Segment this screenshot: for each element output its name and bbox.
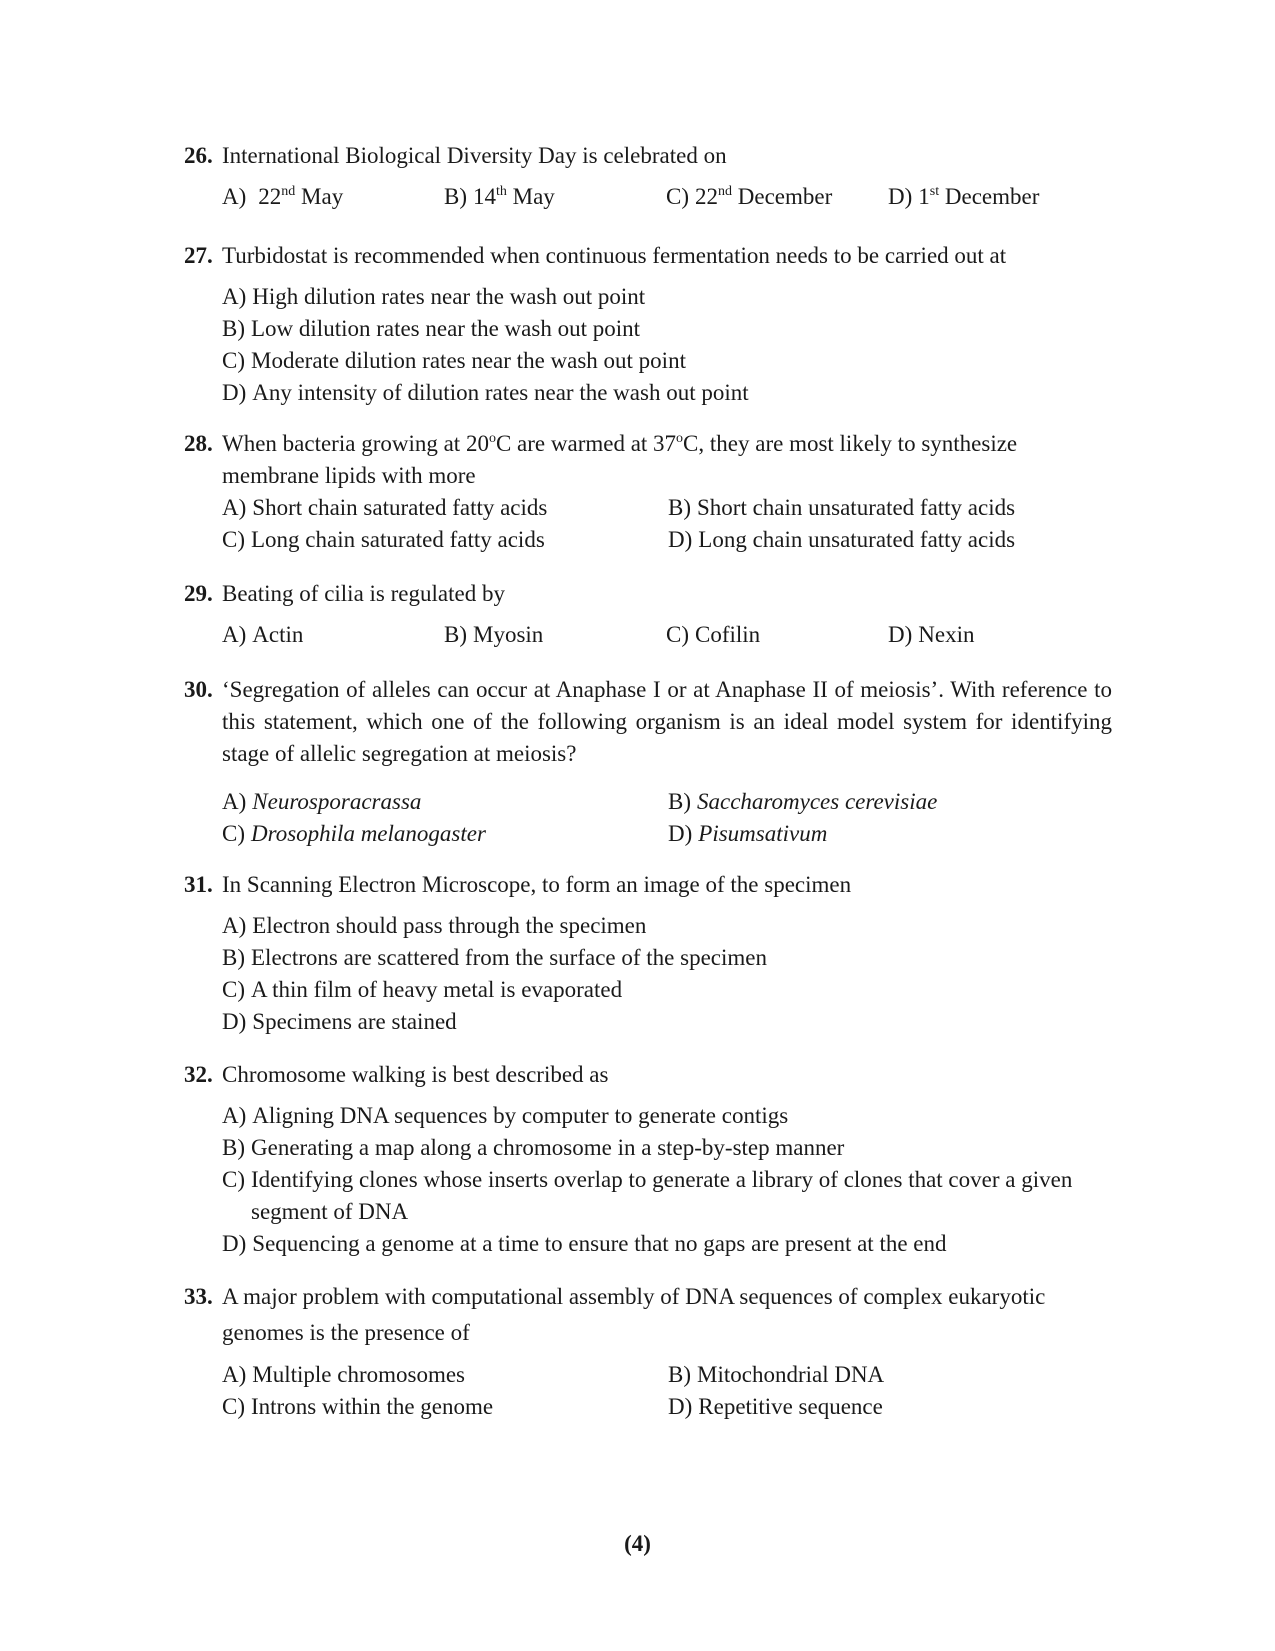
option-letter: A) (222, 622, 247, 647)
option-letter: D) (222, 1009, 247, 1034)
options (222, 281, 1112, 409)
option-month: May (301, 184, 344, 209)
question-text-line: genomes is the presence of (222, 1320, 470, 1345)
options (222, 786, 1112, 850)
option-a (222, 1359, 668, 1391)
option-c (666, 619, 888, 651)
question-stem (184, 1059, 1112, 1091)
option-b (222, 942, 1112, 974)
question-stem (184, 140, 1112, 172)
question-text-part: C, they are most likely to synthesize membrane lipids with more (222, 431, 1018, 488)
option-text: Generating a map along a chromosome in a step-by-step manner (251, 1135, 845, 1160)
option-text: Multiple chromosomes (252, 1362, 466, 1387)
options (222, 181, 1112, 213)
option-b (668, 1359, 1112, 1391)
option-d (668, 818, 1112, 850)
option-day: 22 (258, 184, 282, 209)
option-letter: C) (222, 1167, 245, 1192)
option-a (222, 281, 1112, 313)
option-text: Any intensity of dilution rates near the wash out point (252, 380, 749, 405)
option-a (222, 619, 444, 651)
option-text: Low dilution rates near the wash out point (251, 316, 641, 341)
option-d (222, 377, 1112, 409)
option-c (222, 345, 1112, 377)
option-text: A thin film of heavy metal is evaporated (251, 977, 623, 1002)
option-letter: A) (222, 913, 247, 938)
question-number: 32. (184, 1062, 213, 1087)
question-32 (184, 1059, 1112, 1260)
option-letter: D) (668, 527, 693, 552)
option-day: 22 (695, 184, 718, 209)
option-letter: D) (668, 1394, 693, 1419)
options (222, 1100, 1112, 1260)
option-letter: A) (222, 1362, 247, 1387)
question-text-part: When bacteria growing at 20 (222, 431, 489, 456)
option-letter: A) (222, 495, 247, 520)
option-a (222, 1100, 1112, 1132)
question-text-line: A major problem with computational assembly of DNA sequences of complex eukaryotic (222, 1284, 1046, 1309)
question-text: ‘Segregation of alleles can occur at Anaphase I or at Anaphase II of meiosis’. With reference to this statement, which one of the following organism is an ideal model system for identifying stage of allelic segregation at meiosis? (222, 677, 1112, 766)
question-stem (184, 240, 1112, 272)
option-letter: A) (222, 1103, 247, 1128)
option-letter: D) (222, 1231, 247, 1256)
option-d (222, 1006, 1112, 1038)
question-28 (184, 428, 1112, 556)
question-31 (184, 869, 1112, 1038)
option-c (222, 524, 668, 556)
question-number: 31. (184, 872, 213, 897)
question-27 (184, 240, 1112, 409)
option-d (888, 619, 1110, 651)
option-text: Actin (252, 622, 304, 647)
option-letter: C) (222, 977, 245, 1002)
question-stem (184, 1281, 1112, 1349)
option-text: Drosophila melanogaster (251, 821, 486, 846)
question-number: 29. (184, 581, 213, 606)
option-text (473, 181, 555, 213)
option-text: Short chain saturated fatty acids (252, 495, 548, 520)
option-month: December (944, 184, 1040, 209)
question-text: International Biological Diversity Day is celebrated on (222, 143, 727, 168)
option-month: May (512, 184, 555, 209)
option-text: Electrons are scattered from the surface of the specimen (251, 945, 767, 970)
option-text: Myosin (473, 622, 544, 647)
question-29 (184, 578, 1112, 651)
option-text: Neurosporacrassa (252, 789, 422, 814)
option-b (444, 181, 666, 213)
options (222, 492, 1112, 556)
option-letter: B) (668, 789, 691, 814)
option-letter: D) (668, 821, 693, 846)
page-number: (4) (624, 1531, 651, 1556)
option-d (222, 1228, 1112, 1260)
option-text (258, 181, 343, 213)
option-letter: B) (668, 495, 691, 520)
question-33 (184, 1281, 1112, 1423)
question-30 (184, 674, 1112, 850)
options (222, 910, 1112, 1038)
option-a (222, 181, 444, 213)
option-c (222, 818, 668, 850)
option-day: 1 (918, 184, 930, 209)
option-text: Specimens are stained (252, 1009, 457, 1034)
option-letter: D) (888, 184, 913, 209)
degree-superscript: o (488, 431, 496, 446)
option-letter: A) (222, 789, 247, 814)
option-text: Long chain saturated fatty acids (251, 527, 545, 552)
question-text: In Scanning Electron Microscope, to form an image of the specimen (222, 872, 852, 897)
option-day: 14 (473, 184, 496, 209)
option-letter: B) (444, 184, 467, 209)
question-number: 27. (184, 243, 213, 268)
option-text: Aligning DNA sequences by computer to generate contigs (252, 1103, 789, 1128)
option-b (444, 619, 666, 651)
option-letter: B) (668, 1362, 691, 1387)
option-d (668, 524, 1112, 556)
option-d (888, 181, 1110, 213)
option-letter: A) (222, 284, 247, 309)
degree-superscript: o (676, 431, 684, 446)
option-letter: B) (222, 1135, 245, 1160)
question-26 (184, 140, 1112, 213)
option-letter: D) (222, 380, 247, 405)
option-text: Sequencing a genome at a time to ensure that no gaps are present at the end (252, 1231, 947, 1256)
question-number: 26. (184, 143, 213, 168)
option-b (668, 786, 1112, 818)
option-text: Saccharomyces cerevisiae (697, 789, 938, 814)
ordinal-suffix: nd (281, 184, 296, 199)
option-a (222, 910, 1112, 942)
question-text: Beating of cilia is regulated by (222, 581, 505, 606)
option-text: Mitochondrial DNA (697, 1362, 885, 1387)
option-c (222, 974, 1112, 1006)
option-letter: C) (666, 184, 689, 209)
option-month: December (737, 184, 833, 209)
option-text: Cofilin (695, 622, 761, 647)
question-number: 33. (184, 1284, 213, 1309)
question-stem (184, 674, 1112, 770)
option-c (222, 1164, 1112, 1228)
option-letter: C) (222, 821, 245, 846)
option-text: Moderate dilution rates near the wash out point (251, 348, 686, 373)
option-text (918, 181, 1039, 213)
option-letter: B) (444, 622, 467, 647)
question-number: 30. (184, 677, 213, 702)
ordinal-suffix: st (929, 184, 940, 199)
question-text: Chromosome walking is best described as (222, 1062, 609, 1087)
option-text: Long chain unsaturated fatty acids (698, 527, 1016, 552)
option-a (222, 492, 668, 524)
options (222, 1359, 1112, 1423)
option-letter: C) (222, 1394, 245, 1419)
option-letter: D) (888, 622, 913, 647)
question-number: 28. (184, 431, 213, 456)
question-text (222, 428, 1112, 492)
option-text: High dilution rates near the wash out point (252, 284, 646, 309)
option-text: Repetitive sequence (698, 1394, 883, 1419)
option-b (668, 492, 1112, 524)
options (222, 619, 1112, 651)
option-letter: C) (222, 527, 245, 552)
option-text (695, 181, 832, 213)
option-letter: C) (666, 622, 689, 647)
option-a (222, 786, 668, 818)
question-text (222, 1281, 1112, 1349)
ordinal-suffix: nd (718, 184, 732, 199)
option-b (222, 313, 1112, 345)
option-b (222, 1132, 1112, 1164)
question-stem (184, 869, 1112, 901)
option-c (222, 1391, 668, 1423)
question-text-part: C are warmed at 37 (495, 431, 677, 456)
question-stem (184, 578, 1112, 610)
option-text: Short chain unsaturated fatty acids (697, 495, 1016, 520)
option-text: Pisumsativum (698, 821, 828, 846)
option-letter: C) (222, 348, 245, 373)
question-text: Turbidostat is recommended when continuous fermentation needs to be carried out at (222, 243, 1007, 268)
option-c (666, 181, 888, 213)
option-text: Electron should pass through the specimen (252, 913, 647, 938)
option-letter: B) (222, 945, 245, 970)
option-letter: A) (222, 184, 247, 209)
option-text: Introns within the genome (251, 1394, 494, 1419)
ordinal-suffix: th (496, 184, 507, 199)
option-text: Identifying clones whose inserts overlap to generate a library of clones that cover a given segment of DNA (251, 1167, 1073, 1224)
option-letter: B) (222, 316, 245, 341)
option-text: Nexin (918, 622, 975, 647)
option-d (668, 1391, 1112, 1423)
question-stem (184, 428, 1112, 492)
